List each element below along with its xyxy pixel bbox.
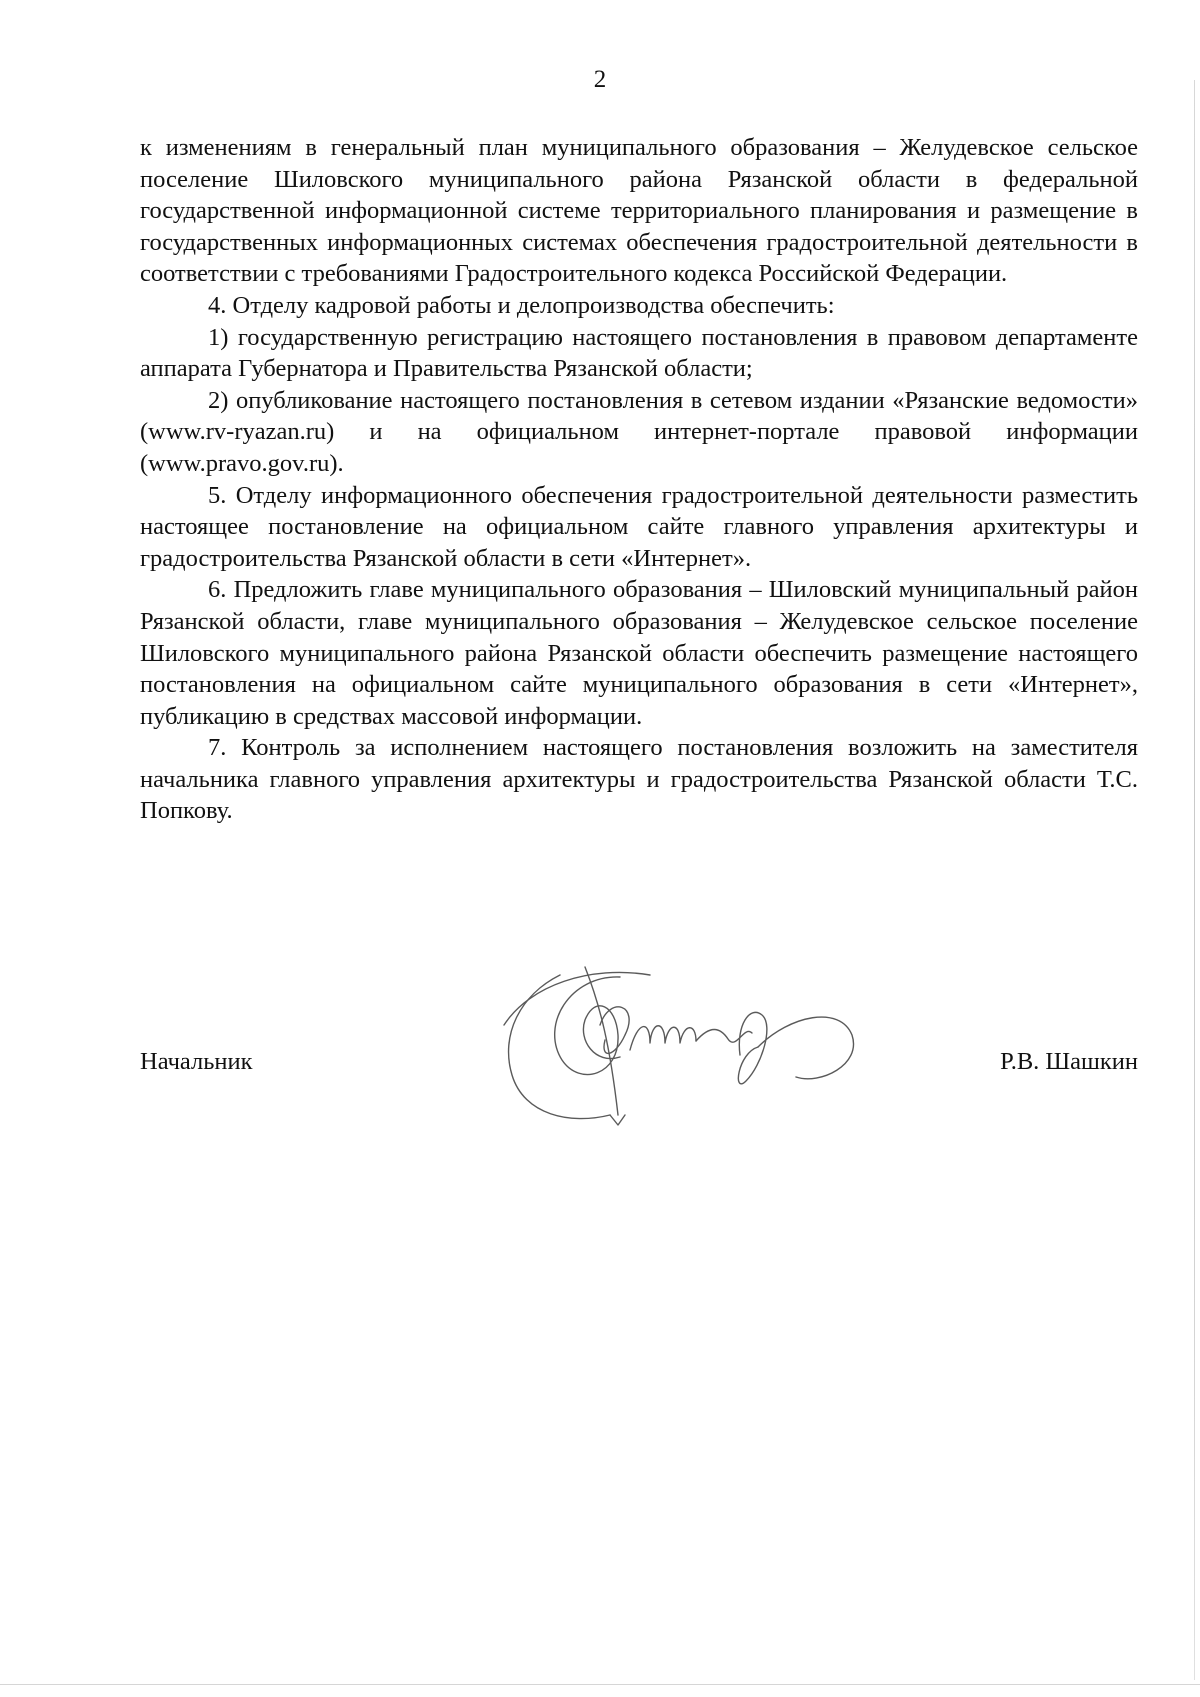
handwritten-signature bbox=[500, 965, 880, 1145]
document-body bbox=[140, 132, 1138, 827]
signatory-title: Начальник bbox=[140, 1048, 253, 1075]
page-number: 2 bbox=[593, 66, 607, 93]
paragraph-item-6: 6. Предложить главе муниципального образования – Шиловский муниципальный район Рязанской области, главе муниципального образования – Желудевское сельское поселение Шиловского муниципального района Рязанской области обеспечить размещение настоящего постановления на официальном сайте муниципального образования в сети «Интернет», публикацию в средствах массовой информации. bbox=[140, 576, 1138, 730]
paragraph-item-4-2: 2) опубликование настоящего постановления в сетевом издании «Рязанские ведомости» (www.rv-ryazan.ru) и на официальном интернет-портале правовой информации (www.pravo.gov.ru). bbox=[140, 386, 1138, 477]
signatory-name: Р.В. Шашкин bbox=[1000, 1048, 1138, 1075]
paragraph-item-7: 7. Контроль за исполнением настоящего постановления возложить на заместителя начальника главного управления архитектуры и градостроительства Рязанской области Т.С. Попкову. bbox=[140, 734, 1138, 825]
scan-bottom-edge bbox=[0, 1684, 1200, 1685]
paragraph-item-4-1: 1) государственную регистрацию настоящего постановления в правовом департаменте аппарата Губернатора и Правительства Рязанской области; bbox=[140, 323, 1138, 383]
paragraph-continuation: к изменениям в генеральный план муниципального образования – Желудевское сельское поселение Шиловского муниципального района Рязанской области в федеральной государственной информационной системе территориального планирования и размещение в государственных информационных системах обеспечения градостроительной деятельности в соответствии с требованиями Градостроительного кодекса Российской Федерации. bbox=[140, 134, 1138, 288]
paragraph-item-4: 4. Отделу кадровой работы и делопроизводства обеспечить: bbox=[208, 291, 835, 319]
paragraph-item-5: 5. Отделу информационного обеспечения градостроительной деятельности разместить настоящее постановление на официальном сайте главного управления архитектуры и градостроительства Рязанской области в сети «Интернет». bbox=[140, 481, 1138, 572]
scan-edge-line bbox=[1194, 80, 1195, 1680]
